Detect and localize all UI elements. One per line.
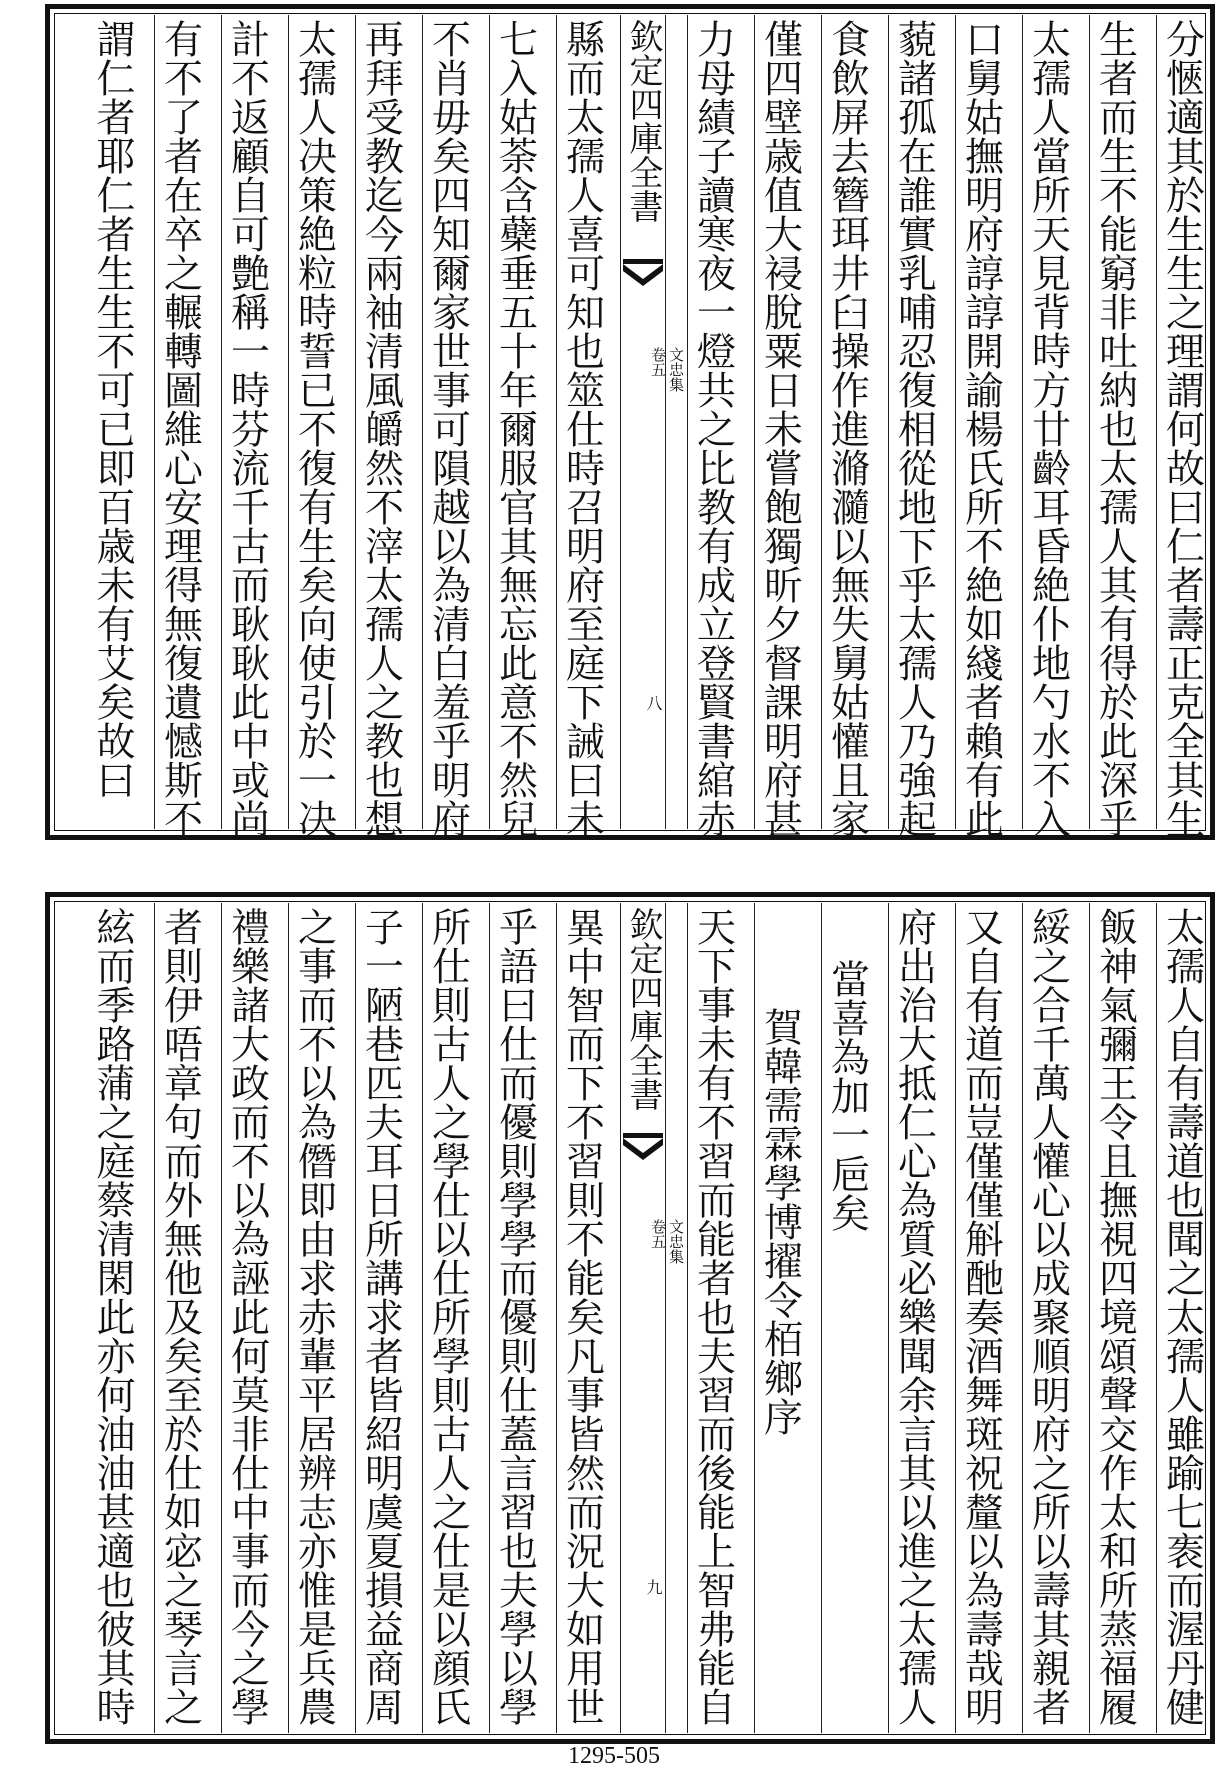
text-column: 分愜適其於生生之理謂何故曰仁者壽正克全其生 (1156, 15, 1206, 829)
spine-page-number: 八 (644, 695, 663, 711)
spine-collection: 文忠集 (667, 347, 685, 392)
text-column: 口舅姑撫明府諄諄開諭楊氏所不絶如綫者賴有此 (955, 15, 1005, 829)
fish-tail-mark-icon (623, 259, 663, 287)
text-column: 縣而太孺人喜可知也筮仕時召明府至庭下誡曰未 (556, 15, 606, 829)
section-title-column: 賀韓需霖學博擢令栢鄉序 (754, 903, 804, 1733)
text-column: 計不返顧自可艶稱一時芬流千古而耿耿此中或尚 (221, 15, 271, 829)
text-column: 太孺人自有壽道也聞之太孺人雖踰七袠而渥丹健 (1156, 903, 1206, 1733)
spine-meta (602, 1219, 684, 1264)
spine-top (620, 15, 685, 829)
text-column: 乎語曰仕而優則學學而優則仕蓋言習也夫學以學 (489, 903, 539, 1733)
text-column: 再拜受教迄今兩袖清風皭然不滓太孺人之教也想 (355, 15, 405, 829)
text-column: 生者而生不能窮非吐納也太孺人其有得於此深乎 (1089, 15, 1139, 829)
page-panel-bottom (45, 892, 1215, 1744)
text-column: 七入姑荼含蘗垂五十年爾服官其無忘此意不然兒 (489, 15, 539, 829)
text-column: 之事而不以為僭即由求赤輩平居辨志亦惟是兵農 (288, 903, 338, 1733)
spine-page-number: 九 (644, 1579, 663, 1595)
spine-collection: 文忠集 (667, 1219, 685, 1264)
text-column: 又自有道而豈僅僅斛酏奏酒舞斑祝釐以為壽哉明 (955, 903, 1005, 1733)
text-column: 子一陋巷匹夫耳日所講求者皆紹明虞夏損益商周 (355, 903, 405, 1733)
spine-volume: 卷五 (649, 347, 667, 377)
text-column: 禮樂諸大政而不以為誣此何莫非仕中事而今之學 (221, 903, 271, 1733)
text-column: 力母績子讀寒夜一燈共之比教有成立登賢書綰赤 (687, 15, 737, 829)
text-column: 僅四壁歳值大祲脫粟日未嘗飽獨昕夕督課明府甚 (754, 15, 804, 829)
spine-meta (602, 347, 684, 392)
text-column: 異中智而下不習則不能矣凡事皆然而況大如用世 (556, 903, 606, 1733)
text-column: 天下事未有不習而能者也夫習而後能上智弗能自 (687, 903, 737, 1733)
text-column: 太孺人當所天見背時方廿齡耳昏絶仆地勺水不入 (1022, 15, 1072, 829)
text-column: 所仕則古人之學仕以仕所學則古人之仕是以顔氏 (422, 903, 472, 1733)
footer-page-number: 1295-505 (568, 1743, 660, 1769)
text-column: 食飲屏去簪珥井臼操作進滫瀡以無失舅姑懽且家 (821, 15, 871, 829)
text-column: 藐諸孤在誰實乳哺忍復相從地下乎太孺人乃強起 (888, 15, 938, 829)
spine-book-title: 欽定四庫全書 (623, 907, 663, 1111)
text-column: 當喜為加一巵矣 (821, 903, 871, 1733)
spine-volume: 卷五 (649, 1219, 667, 1249)
text-column: 飯神氣彌王令且撫視四境頌聲交作太和所蒸福履 (1089, 903, 1139, 1733)
text-column: 絃而季路蒲之庭蔡清閑此亦何油油甚適也彼其時 (90, 907, 135, 1726)
spine-book-title: 欽定四庫全書 (623, 19, 663, 223)
page-panel-top (45, 4, 1215, 840)
text-column: 謂仁者耶仁者生生不可已即百歳未有艾矣故曰 (90, 19, 135, 799)
fish-tail-mark-icon (623, 1133, 663, 1161)
text-column: 府出治大抵仁心為質必樂聞余言其以進之太孺人 (888, 903, 938, 1733)
spine-bottom (620, 903, 685, 1733)
text-column: 太孺人决策絶粒時誓已不復有生矣向使引於一决 (288, 15, 338, 829)
text-column: 有不了者在卒之輾轉圖維心安理得無復遺憾斯不 (154, 15, 204, 829)
text-column: 不肖毋矣四知爾家世事可隕越以為清白羞乎明府 (422, 15, 472, 829)
text-column: 者則伊唔章句而外無他及矣至於仕如宓之琴言之 (154, 903, 204, 1733)
text-column: 綏之合千萬人懽心以成聚順明府之所以壽其親者 (1022, 903, 1072, 1733)
